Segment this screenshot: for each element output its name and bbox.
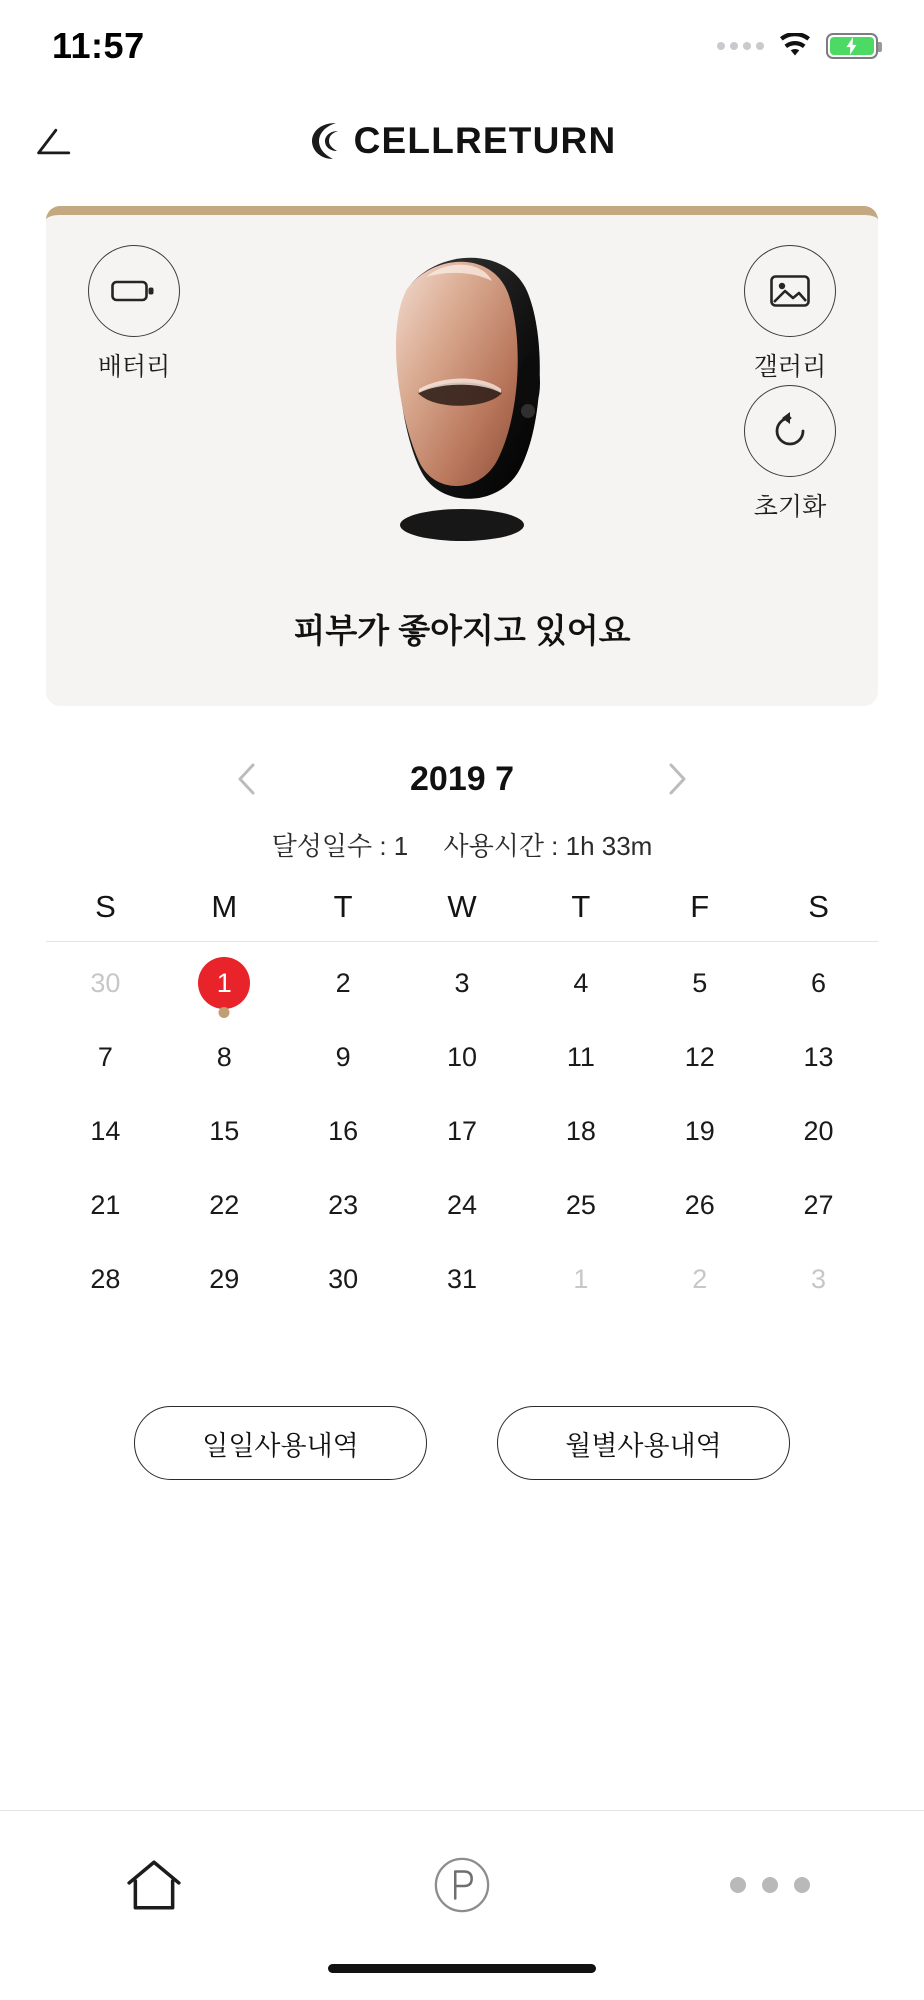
weekday-label: S xyxy=(808,889,829,924)
calendar-day-cell[interactable] xyxy=(759,1242,878,1316)
back-button[interactable] xyxy=(28,111,88,171)
weekday-label: T xyxy=(333,889,353,924)
calendar-day-cell[interactable] xyxy=(759,1168,878,1242)
calendar-day-label: 13 xyxy=(803,1041,834,1072)
calendar-day-cell[interactable] xyxy=(284,1020,403,1094)
calendar-day-label: 20 xyxy=(803,1115,834,1146)
calendar-day-marker xyxy=(219,1007,230,1018)
calendar-day-label: 7 xyxy=(97,1041,113,1072)
calendar-header xyxy=(46,746,878,812)
calendar-day-cell[interactable] xyxy=(165,1020,284,1094)
refresh-icon xyxy=(744,385,836,477)
calendar-day-label: 2 xyxy=(692,1263,708,1294)
chevron-right-icon xyxy=(667,763,687,795)
calendar-day-cell[interactable] xyxy=(640,1242,759,1316)
calendar-day-label: 30 xyxy=(90,967,121,998)
weekday-label: T xyxy=(571,889,591,924)
calendar-prev-button[interactable] xyxy=(225,757,269,801)
app-bar xyxy=(0,92,924,190)
calendar-day-cell[interactable] xyxy=(759,1094,878,1168)
content-spacer xyxy=(0,1480,924,1810)
calendar-day-label: 6 xyxy=(811,967,827,998)
home-icon xyxy=(125,1858,183,1912)
reset-button[interactable] xyxy=(744,385,836,523)
calendar-day-label: 4 xyxy=(573,967,589,998)
calendar-day-cell[interactable] xyxy=(521,1168,640,1242)
calendar xyxy=(46,746,878,1316)
battery-button[interactable] xyxy=(88,245,180,383)
calendar-day-label: 28 xyxy=(90,1263,121,1294)
calendar-day-cell[interactable] xyxy=(759,1020,878,1094)
calendar-week-row xyxy=(46,1168,878,1242)
weekday-label: F xyxy=(690,889,710,924)
calendar-day-cell[interactable] xyxy=(284,946,403,1020)
weekday-label: S xyxy=(95,889,116,924)
calendar-day-cell[interactable] xyxy=(759,946,878,1020)
signal-dots-icon xyxy=(717,42,764,50)
calendar-day-cell[interactable] xyxy=(403,1242,522,1316)
home-indicator xyxy=(0,1958,924,2000)
calendar-day-label: 3 xyxy=(811,1263,827,1294)
tab-home[interactable] xyxy=(99,1837,209,1933)
calendar-day-cell[interactable] xyxy=(165,1094,284,1168)
calendar-day-cell[interactable] xyxy=(284,1168,403,1242)
chevron-left-icon xyxy=(237,763,257,795)
calendar-day-cell[interactable] xyxy=(640,1020,759,1094)
weekday-label: M xyxy=(211,889,238,924)
more-dots-icon xyxy=(730,1877,810,1893)
calendar-day-cell[interactable] xyxy=(165,946,284,1020)
tab-more[interactable] xyxy=(715,1837,825,1933)
calendar-day-cell[interactable] xyxy=(165,1168,284,1242)
battery-icon xyxy=(88,245,180,337)
image-icon xyxy=(744,245,836,337)
calendar-day-label: 15 xyxy=(209,1115,240,1146)
calendar-day-cell[interactable] xyxy=(46,1242,165,1316)
calendar-day-cell[interactable] xyxy=(640,1168,759,1242)
calendar-weekday-row xyxy=(46,889,878,942)
calendar-day-cell[interactable] xyxy=(284,1094,403,1168)
battery-button-label: 배터리 xyxy=(97,353,171,381)
status-time: 11:57 xyxy=(52,25,145,66)
calendar-day-label: 9 xyxy=(335,1041,351,1072)
calendar-day-label: 2 xyxy=(335,967,351,998)
calendar-day-label: 22 xyxy=(209,1189,240,1220)
calendar-day-label: 25 xyxy=(565,1189,596,1220)
calendar-day-selected: 1 xyxy=(198,957,250,1009)
calendar-day-label: 3 xyxy=(454,967,470,998)
calendar-day-label: 24 xyxy=(446,1189,478,1220)
calendar-day-label: 17 xyxy=(446,1115,478,1146)
weekday-label: W xyxy=(447,889,477,924)
calendar-day-cell[interactable] xyxy=(640,1094,759,1168)
calendar-grid xyxy=(46,946,878,1316)
battery-charging-icon xyxy=(826,33,878,59)
calendar-week-row xyxy=(46,1094,878,1168)
calendar-day-cell[interactable] xyxy=(165,1242,284,1316)
usage-time-label: 사용시간 : 1h 33m xyxy=(443,831,653,861)
wifi-icon xyxy=(778,33,812,59)
calendar-day-label: 10 xyxy=(446,1041,478,1072)
calendar-day-label: 14 xyxy=(90,1115,121,1146)
calendar-week-row xyxy=(46,1242,878,1316)
status-bar xyxy=(0,0,924,92)
gallery-button[interactable] xyxy=(744,245,836,383)
calendar-day-cell[interactable] xyxy=(521,946,640,1020)
calendar-day-label: 27 xyxy=(803,1189,834,1220)
device-caption: 피부가 좋아지고 있어요 xyxy=(293,612,631,649)
calendar-day-label: 8 xyxy=(216,1041,232,1072)
calendar-title: 2019 7 xyxy=(410,759,514,798)
calendar-day-cell[interactable] xyxy=(403,1020,522,1094)
brand xyxy=(308,120,617,162)
calendar-week-row xyxy=(46,1020,878,1094)
calendar-day-cell[interactable] xyxy=(284,1242,403,1316)
calendar-day-label: 23 xyxy=(328,1189,359,1220)
calendar-day-label: 16 xyxy=(328,1115,359,1146)
calendar-day-cell[interactable] xyxy=(403,1094,522,1168)
calendar-day-cell[interactable] xyxy=(640,946,759,1020)
p-circle-icon xyxy=(433,1856,491,1914)
calendar-day-label: 30 xyxy=(328,1263,359,1294)
home-indicator-bar xyxy=(328,1964,596,1973)
cellreturn-logo-icon xyxy=(308,120,348,162)
calendar-day-label: 5 xyxy=(692,967,708,998)
calendar-day-cell[interactable] xyxy=(403,1168,522,1242)
calendar-day-label: 26 xyxy=(684,1189,715,1220)
calendar-day-cell[interactable] xyxy=(521,1020,640,1094)
calendar-day-cell[interactable] xyxy=(46,1168,165,1242)
calendar-day-cell[interactable] xyxy=(46,946,165,1020)
daily-usage-button[interactable]: 일일사용내역 xyxy=(134,1406,427,1480)
calendar-day-label: 11 xyxy=(566,1041,595,1072)
calendar-next-button[interactable] xyxy=(655,757,699,801)
led-mask-device-image xyxy=(322,243,602,543)
achieved-days-label: 달성일수 : 1 xyxy=(271,831,409,861)
calendar-day-cell[interactable] xyxy=(521,1242,640,1316)
tab-program[interactable] xyxy=(407,1837,517,1933)
calendar-stats xyxy=(46,826,878,863)
usage-actions xyxy=(0,1406,924,1480)
tab-bar xyxy=(0,1810,924,1958)
status-indicators xyxy=(717,33,878,59)
monthly-usage-button[interactable]: 월별사용내역 xyxy=(497,1406,790,1480)
brand-name: CELLRETURN xyxy=(353,120,617,161)
calendar-day-cell[interactable] xyxy=(46,1094,165,1168)
reset-button-label: 초기화 xyxy=(753,493,827,521)
gallery-button-label: 갤러리 xyxy=(753,353,827,381)
calendar-day-cell[interactable] xyxy=(46,1020,165,1094)
calendar-day-cell[interactable] xyxy=(521,1094,640,1168)
calendar-day-label: 31 xyxy=(446,1263,478,1294)
back-arrow-icon xyxy=(36,127,80,155)
calendar-day-cell[interactable] xyxy=(403,946,522,1020)
calendar-day-label: 21 xyxy=(90,1189,121,1220)
calendar-day-label: 12 xyxy=(684,1041,715,1072)
calendar-day-label: 29 xyxy=(209,1263,240,1294)
calendar-week-row xyxy=(46,946,878,1020)
calendar-day-label: 18 xyxy=(565,1115,596,1146)
calendar-day-label: 19 xyxy=(684,1115,715,1146)
calendar-day-label: 1 xyxy=(573,1263,589,1294)
device-card xyxy=(46,206,878,706)
